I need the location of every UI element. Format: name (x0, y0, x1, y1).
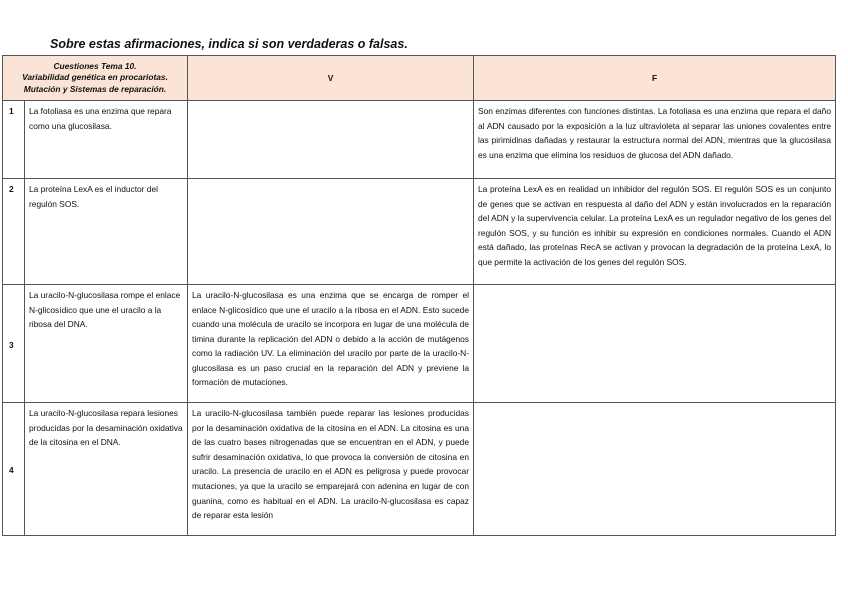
caption-line-1: Cuestiones Tema 10. (53, 60, 137, 71)
column-header-v: V (188, 56, 474, 101)
false-answer-cell (474, 403, 836, 536)
true-answer-cell (188, 101, 474, 179)
page-title: Sobre estas afirmaciones, indica si son verdaderas o falsas. (50, 37, 408, 51)
row-number: 2 (3, 179, 25, 285)
table-row (3, 101, 836, 179)
table-row (3, 403, 836, 536)
statement-cell: La uracilo-N-glucosilasa rompe el enlace N-glicosídico que une el uracilo a la ribosa del DNA. (25, 285, 188, 403)
false-answer-cell: Son enzimas diferentes con funciones distintas. La fotoliasa es una enzima que repara el daño al ADN causado por la exposición a la luz ultravioleta al separar las uniones covalentes entre las pirimidinas dañadas y restaurar la estructura normal del ADN, mientras que la glucosilasa es una enzima que elimina los residuos de glucosa del ADN dañado. (474, 101, 836, 179)
row-number: 1 (3, 101, 25, 179)
true-answer-cell: La uracilo-N-glucosilasa es una enzima que se encarga de romper el enlace N-glicosídico que une el uracilo a la ribosa en el ADN. Esto sucede cuando una molécula de uracilo se incorpora en lugar de una molécula de timina durante la replicación del ADN o debido a la acción de mutágenos como la radiación UV. La eliminación del uracilo por parte de la uracilo-N-glucosilasa es un paso crucial en la reparación del ADN y previene la formación de mutaciones. (188, 285, 474, 403)
false-answer-cell: La proteína LexA es en realidad un inhibidor del regulón SOS. El regulón SOS es un conjunto de genes que se activan en respuesta al daño del ADN y están involucrados en la reparación del ADN y la supervivencia celular. La proteína LexA es un regulador negativo de los genes del regulón SOS, y su función es inhibir su expresión en condiciones normales. Cuando el ADN está dañado, las proteínas RecA se activan y provocan la degradación de la proteína LexA, lo que permite la activación de los genes del regulón SOS. (474, 179, 836, 285)
true-answer-cell: La uracilo-N-glucosilasa también puede reparar las lesiones producidas por la desaminación oxidativa de la citosina en el ADN. La citosina es una de las cuatro bases nitrogenadas que se encuentran en el ADN, y puede sufrir desaminación oxidativa, lo que provoca la conversión de citosina en uracilo. La presencia de uracilo en el ADN es peligrosa y puede provocar mutaciones, ya que la uracilo se emparejará con adenina en lugar de con guanina, como es habitual en el ADN. La uracilo-N-glucosilasa es capaz de reparar esta lesión (188, 403, 474, 536)
questions-table (2, 55, 836, 536)
row-number: 3 (3, 285, 25, 403)
table-row (3, 285, 836, 403)
caption-line-3: Mutación y Sistemas de reparación. (23, 83, 167, 94)
statement-cell: La fotoliasa es una enzima que repara como una glucosilasa. (25, 101, 188, 179)
table-header-row (3, 56, 836, 101)
table-row (3, 179, 836, 285)
caption-line-2: Variabilidad genética en procariotas. (22, 72, 168, 83)
column-header-f: F (474, 56, 836, 101)
statement-cell: La proteína LexA es el inductor del regulón SOS. (25, 179, 188, 285)
row-number: 4 (3, 403, 25, 536)
true-answer-cell (188, 179, 474, 285)
statement-cell: La uracilo-N-glucosilasa repara lesiones producidas por la desaminación oxidativa de la citosina en el DNA. (25, 403, 188, 536)
false-answer-cell (474, 285, 836, 403)
header-caption (3, 56, 188, 101)
